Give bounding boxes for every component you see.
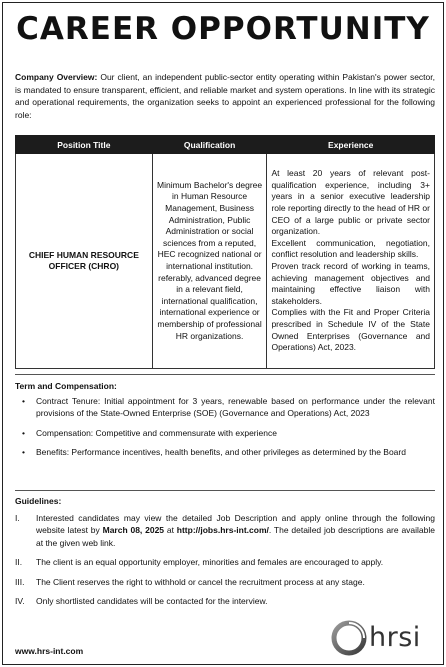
header-experience: Experience [267, 136, 435, 154]
list-item [15, 576, 435, 588]
apply-link[interactable]: http://jobs.hrs-int.com/ [176, 525, 269, 536]
guidelines-section [15, 495, 435, 614]
section-divider [15, 490, 435, 491]
terms-section [15, 380, 435, 466]
page-title: CAREER OPPORTUNITY [16, 11, 430, 47]
bullet-icon: • [22, 447, 25, 458]
guideline-text: Only shortlisted candidates will be contacted for the interview. [36, 596, 268, 607]
logo-text: hrsi [369, 622, 421, 653]
experience-item: Excellent communication, negotiation, conflict resolution and leadership skills. [271, 237, 430, 260]
company-overview [15, 71, 435, 121]
terms-item-text: Contract Tenure: Initial appointment for 3 years, renewable based on performance under the relevant provisions of the State-Owned Enterprise (SOE) (Governance and Operations) Act, 2023 [36, 396, 435, 419]
overview-label: Company Overview: [15, 72, 98, 82]
experience-item: At least 20 years of relevant post-qualification experience, including 3+ years in a senior executive leadership role reporting directly to the head of HR or CEO of a large public or private sector organization. [271, 168, 430, 237]
list-item [15, 395, 435, 420]
company-logo [331, 620, 441, 656]
terms-list [15, 395, 435, 459]
advertisement-page [2, 2, 444, 665]
bullet-icon: • [22, 427, 25, 438]
list-numeral: III. [15, 576, 25, 587]
position-title-cell: CHIEF HUMAN RESOURCE OFFICER (CHRO) [16, 154, 153, 369]
guidelines-list [15, 512, 435, 607]
experience-item: Proven track record of working in teams, achieving management objectives and maintaining effective liaison with stakeholders. [271, 261, 430, 306]
header-qualification: Qualification [152, 136, 267, 154]
section-divider [15, 374, 435, 375]
list-item [15, 446, 435, 458]
experience-cell [267, 154, 435, 369]
guideline-text: at [164, 525, 177, 536]
list-item [15, 556, 435, 568]
list-numeral: I. [15, 513, 20, 523]
guidelines-heading: Guidelines: [15, 496, 62, 506]
list-item [15, 595, 435, 607]
overview-text: Our client, an independent public-sector entity operating within Pakistan's power sector, is mandated to ensure transparent, efficient, and reliable market and system operations. In line with its strategic and operational requirements, the organization seeks to appoint an experienced professional for the following role: [15, 72, 435, 120]
guideline-text: The Client reserves the right to withhold or cancel the recruitment process at any stage. [36, 576, 365, 587]
list-item [15, 427, 435, 439]
qualification-cell: Minimum Bachelor's degree in Human Resource Management, Business Administration, Public Administration or social sciences from a reputed, HEC recognized national or international institution. referably, advanced degree in a relevant field, international qualification, international experience or membership of professional HR organizations. [152, 154, 267, 369]
website-link[interactable]: www.hrs-int.com [15, 646, 84, 656]
list-numeral: II. [15, 557, 23, 568]
bullet-icon: • [22, 396, 25, 406]
logo-swirl-icon [331, 620, 367, 656]
table-row [16, 154, 435, 369]
deadline-date: March 08, 2025 [102, 525, 165, 536]
terms-item-text: Compensation: Competitive and commensurate with experience [36, 427, 277, 438]
guideline-text: The client is an equal opportunity employer, minorities and females are encouraged to apply. [36, 557, 384, 568]
terms-item-text: Benefits: Performance incentives, health benefits, and other privileges as determined by the Board [36, 447, 406, 458]
header-position-title: Position Title [16, 136, 153, 154]
position-table [15, 135, 435, 369]
guideline-text: Interested candidates may view the detailed Job Description and apply online through the following website latest by [36, 513, 435, 536]
list-numeral: IV. [15, 596, 25, 607]
list-item [15, 512, 435, 549]
guideline-text: . The detailed job descriptions are available at the given web link. [36, 525, 435, 548]
experience-item: Complies with the Fit and Proper Criteria prescribed in Schedule IV of the State Owned Enterprises (Governance and Operations) Act, 2023. [271, 307, 430, 353]
terms-heading: Term and Compensation: [15, 381, 117, 391]
